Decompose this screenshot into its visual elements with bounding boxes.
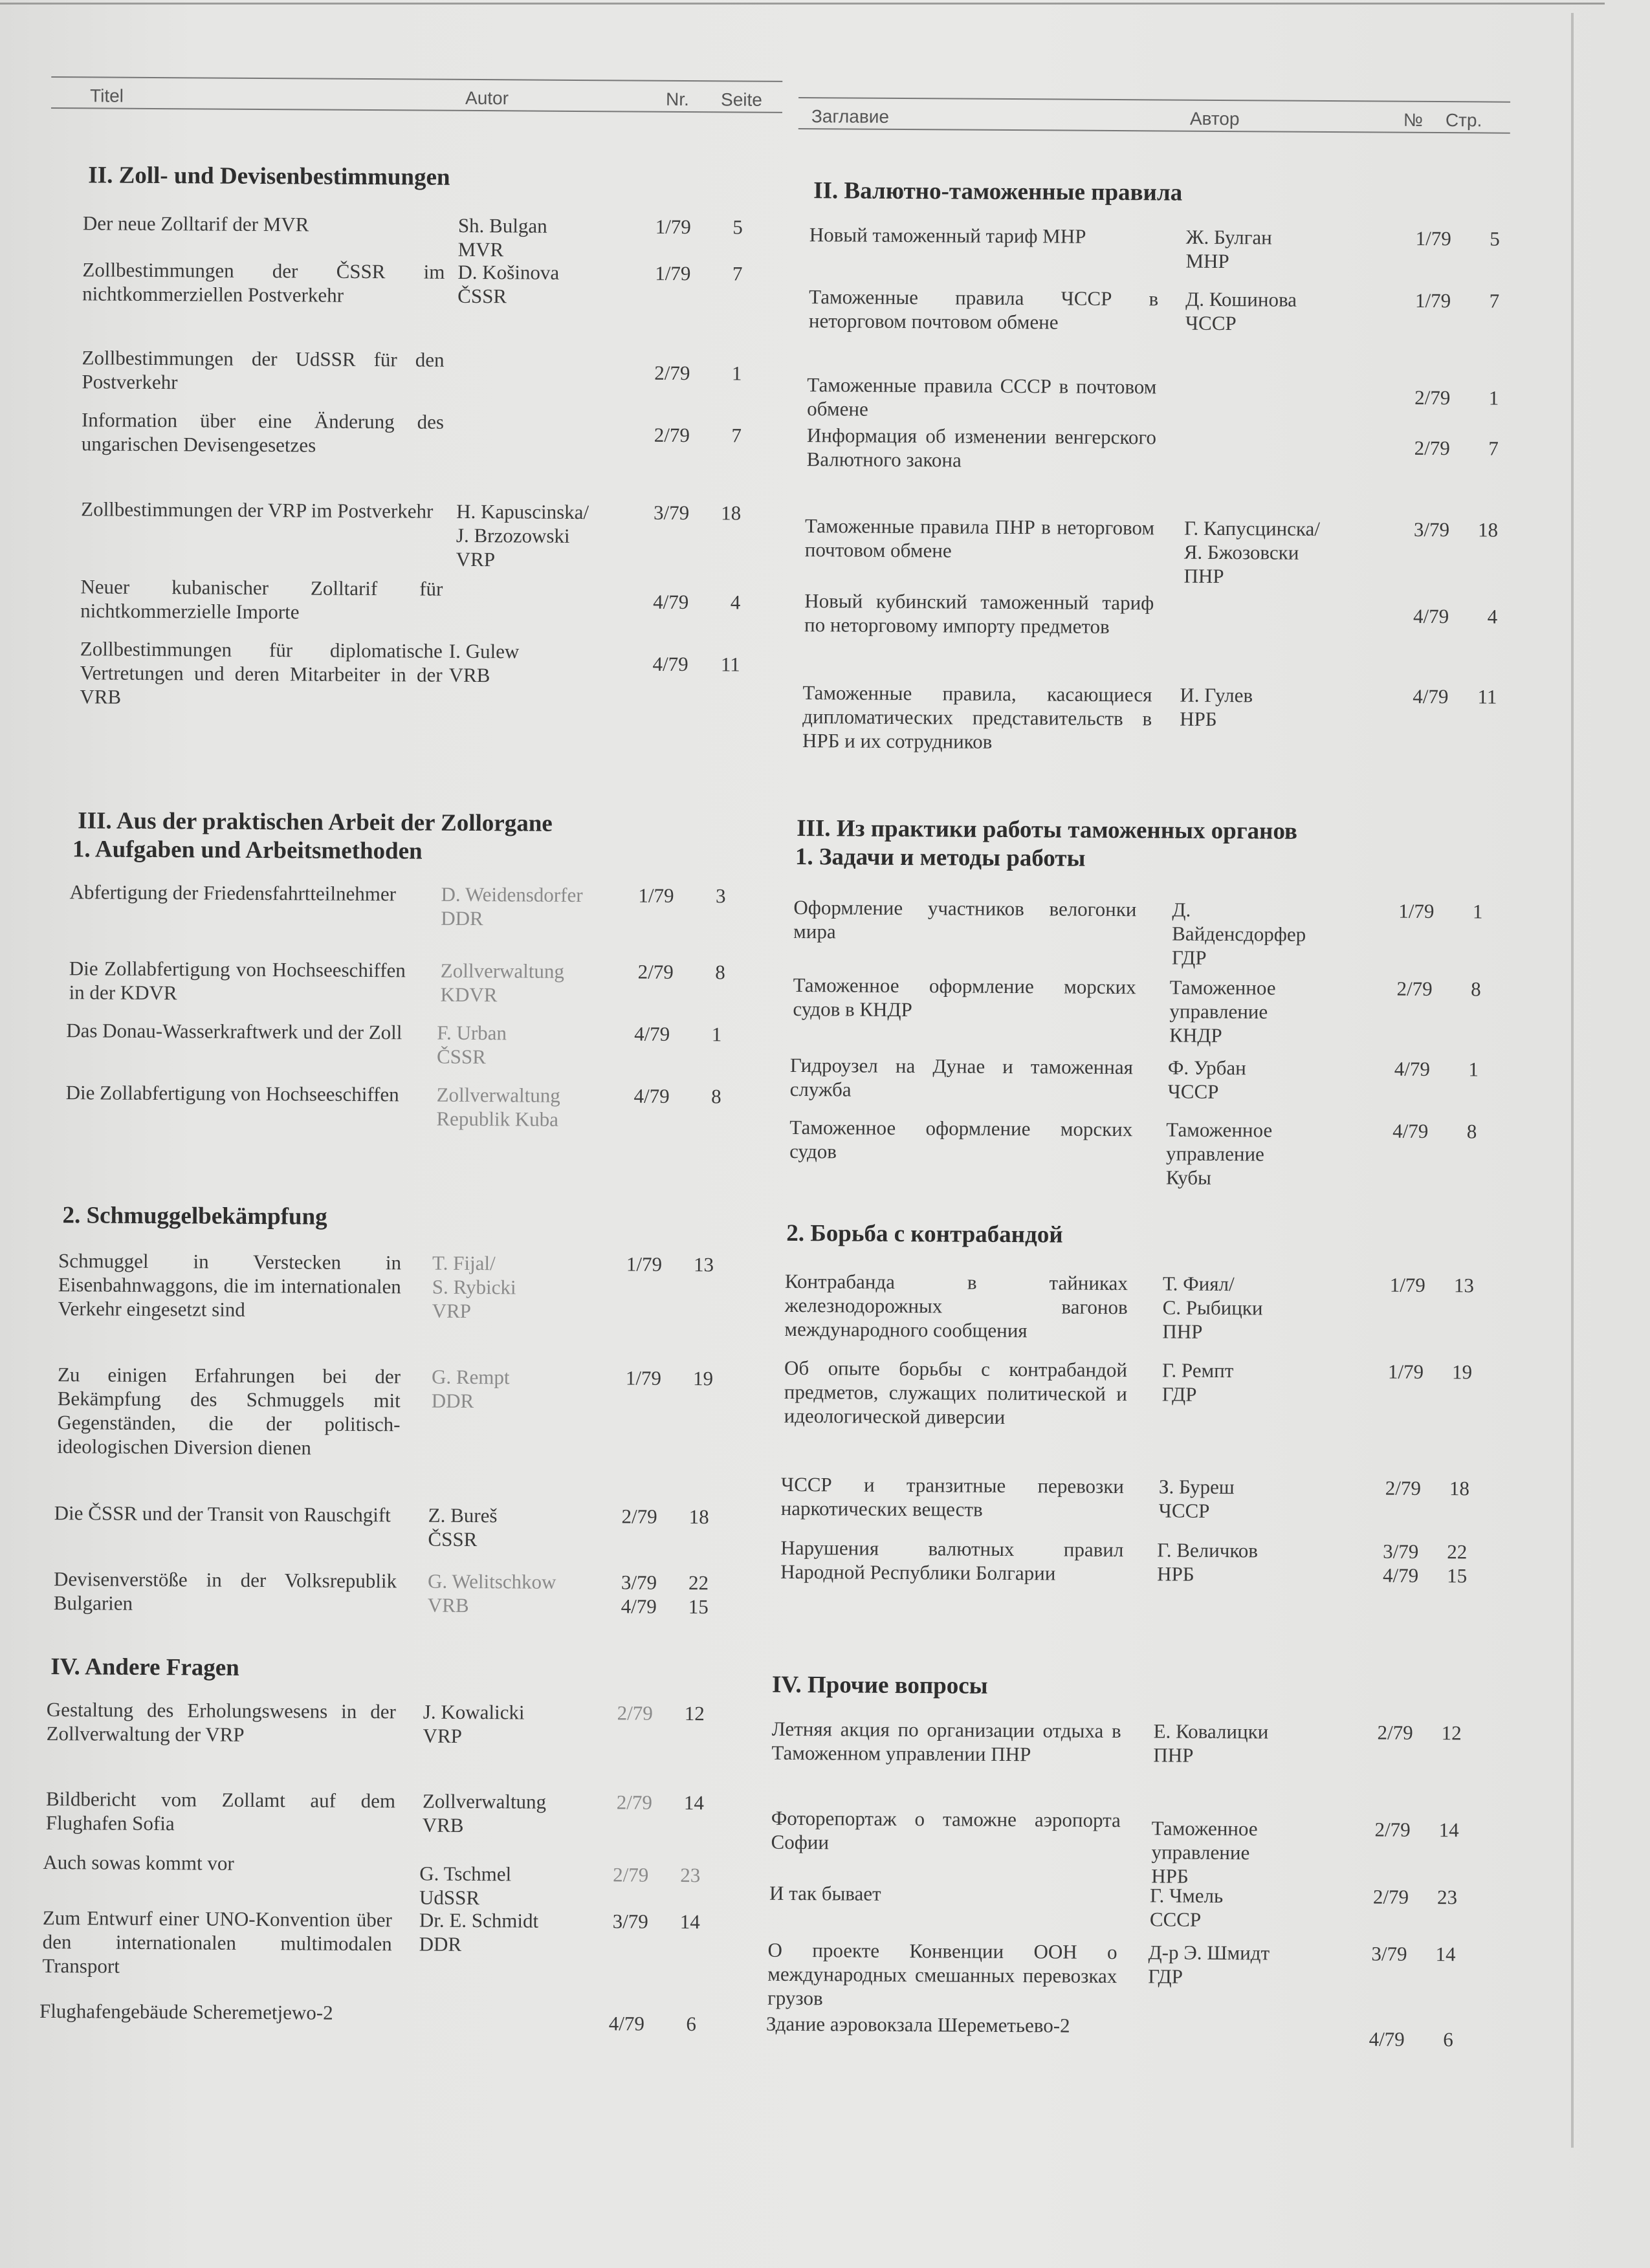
table-row [41, 1850, 772, 1910]
table-row [49, 408, 780, 457]
table-row [50, 211, 782, 261]
table-row [798, 223, 1510, 273]
entry-title: Zollbestimmungen der UdSSR für den Postverkehr [82, 346, 445, 394]
entry-page: 11 [1477, 685, 1497, 708]
entry-number: 3/79 [1413, 518, 1450, 541]
entry-author: Ж. Булган МНР [1185, 225, 1272, 273]
entry-page: 23 [1436, 1886, 1458, 1909]
entry-number: 2/79 [617, 1701, 653, 1725]
entry-number: 1/79 [1398, 899, 1435, 923]
entry-title: Таможенные правила ПНР в неторговом почтовом обмене [804, 514, 1155, 562]
entry-number: 1/79 [625, 1366, 662, 1390]
entry-title: Zollbestimmungen der VRP im Postverkehr [81, 497, 434, 523]
entry-number: 2/79 [1414, 386, 1451, 409]
entry-number: 4/79 [1392, 1119, 1429, 1142]
entry-number: 1/79 [1414, 289, 1451, 312]
entry-page: 7 [732, 262, 743, 285]
entry-page: 19 [1451, 1360, 1473, 1384]
header-rule-top [51, 76, 782, 82]
entry-page: 18 [721, 501, 742, 525]
entry-author: Г. Величков НРБ [1157, 1538, 1259, 1586]
entry-title: Новый кубинский таможенный тариф по неторговому импорту предметов [804, 589, 1154, 638]
entry-number: 3/79 4/79 [621, 1571, 657, 1618]
entry-title: Летняя акция по организации отдыха в Таможенном управлении ПНР [771, 1717, 1121, 1766]
table-row [797, 373, 1508, 420]
entry-number: 2/79 [1414, 436, 1450, 460]
table-row [44, 1248, 775, 1322]
entry-author: D. Weidensdorfer DDR [441, 882, 583, 930]
entry-title: Das Donau-Wasserkraftwerk und der Zoll [66, 1019, 402, 1044]
table-row [45, 1018, 776, 1069]
table-row [43, 1501, 774, 1551]
table-row [39, 1999, 771, 2036]
entry-number: 3/79 [1371, 1942, 1407, 1965]
entry-author: Zollverwaltung KDVR [440, 959, 565, 1007]
table-row [50, 345, 781, 394]
entry-author: I. Gulew VRB [448, 639, 520, 687]
entry-page: 1 [1472, 900, 1483, 923]
entry-title: Die Zollabfertigung von Hochseeschiffen in der KDVR [69, 957, 406, 1005]
entry-title: Abfertigung der Friedensfahrtteilnehmer [69, 880, 397, 906]
entry-author: D. Košinova ČSSR [457, 260, 560, 308]
entry-title: Нарушения валютных правил Народной Республики Болгарии [780, 1536, 1124, 1585]
entry-page: 6 [686, 2012, 697, 2036]
entry-number: 2/79 [654, 361, 690, 385]
header-page: Стр. [1445, 110, 1482, 131]
entry-page: 13 [693, 1253, 714, 1276]
table-row [41, 1787, 772, 1837]
table-row [48, 637, 779, 708]
table-row [780, 1472, 1502, 1522]
entry-number: 4/79 [1394, 1057, 1431, 1080]
section-heading: II. Валютно-таможенные правила [813, 177, 1183, 206]
entry-number: 2/79 [1374, 1818, 1411, 1841]
entry-number: 2/79 [621, 1505, 657, 1528]
entry-page: 5 [1490, 227, 1500, 250]
entry-number: 1/79 [655, 261, 691, 285]
entry-title: Zollbestimmungen für diplomatische Vertretungen und deren Mitarbeiter in der VRB [80, 637, 443, 708]
entry-title: Об опыте борьбы с контрабандой предметов, служащих политической и идеологической диверсии [784, 1356, 1128, 1428]
entry-author: Д-р Э. Шмидт ГДР [1148, 1941, 1270, 1988]
entry-number: 1/79 [1415, 226, 1451, 250]
section-heading: 2. Борьба с контрабандой [786, 1219, 1063, 1248]
header-title: Titel [90, 85, 124, 106]
entry-page: 13 [1453, 1274, 1474, 1297]
entry-author: Sh. Bulgan MVR [457, 213, 547, 261]
entry-page: 18 [688, 1505, 709, 1529]
entry-title: Zollbestimmungen der ČSSR im nichtkommerziellen Postverkehr [82, 258, 445, 307]
entry-title: Gestaltung des Erholungswesens in der Zollverwaltung der VRP [46, 1698, 396, 1746]
entry-number: 4/79 [1369, 2027, 1405, 2051]
entry-page: 4 [1487, 605, 1498, 628]
entry-title: Гидроузел на Дунае и таможенная служба [789, 1053, 1134, 1101]
table-row [771, 1806, 1500, 1888]
entry-author: Таможенное управление Кубы [1165, 1118, 1273, 1189]
entry-title: Фоторепортаж о таможне аэропорта Софии [771, 1806, 1121, 1854]
entry-title: О проекте Конвенции ООН о международных смешанных перевозках грузов [767, 1938, 1117, 2010]
entry-page: 8 [711, 1085, 721, 1108]
entry-title: Новый таможенный тариф МНР [809, 223, 1086, 248]
entry-page: 14 [1438, 1818, 1459, 1842]
table-row [796, 514, 1508, 588]
entry-author: F. Urban ČSSR [436, 1021, 507, 1069]
header-number: Nr. [665, 89, 689, 110]
entry-page: 1 [711, 1023, 722, 1046]
entry-page: 7 [1489, 289, 1500, 312]
subsection-heading: 1. Задачи и методы работы [795, 843, 1086, 872]
entry-title: Здание аэровокзала Шереметьево-2 [765, 2012, 1070, 2037]
entry-author: Г. Ремпт ГДР [1161, 1358, 1234, 1406]
entry-page: 8 [1471, 977, 1481, 1001]
entry-number: 3/79 [612, 1910, 648, 1933]
entry-number: 4/79 [653, 590, 689, 614]
entry-page: 5 [732, 215, 743, 239]
entry-author: G. Welitschkow VRB [427, 1569, 556, 1617]
entry-page: 1 [1488, 386, 1499, 409]
entry-author: G. Rempt DDR [431, 1365, 510, 1413]
entry-page: 6 [1443, 2028, 1453, 2051]
entry-page: 18 [1449, 1477, 1470, 1500]
entry-number: 1/79 [638, 884, 674, 907]
entry-number: 2/79 [613, 1863, 649, 1886]
entry-author: Z. Bureš ČSSR [428, 1503, 498, 1551]
entry-author: Д. Кошинова ЧССР [1185, 287, 1297, 335]
table-row [46, 956, 777, 1007]
header-title: Заглавие [811, 106, 890, 127]
entry-page: 8 [715, 961, 725, 984]
table-header-right [798, 97, 1510, 131]
entry-number: 4/79 [608, 2012, 645, 2035]
top-edge-rule [0, 3, 1605, 5]
entry-page: 14 [679, 1910, 700, 1934]
entry-page: 7 [731, 424, 742, 447]
entry-title: Bildbericht vom Zollamt auf dem Flughafen Sofia [45, 1787, 396, 1835]
table-row [40, 1906, 771, 1978]
entry-title: Neuer kubanischer Zolltarif für nichtkommerzielle Importe [80, 575, 443, 624]
entry-number: 2/79 [637, 960, 674, 983]
table-row [793, 973, 1505, 1047]
entry-page: 22 15 [688, 1571, 709, 1619]
entry-title: Таможенное оформление морских судов [789, 1115, 1133, 1163]
entry-author: Таможенное управление КНДР [1169, 976, 1276, 1047]
entry-number: 2/79 [1385, 1476, 1422, 1499]
entry-number: 2/79 [1372, 1885, 1409, 1908]
entry-title: Flughafengebäude Scheremetjewo-2 [39, 1999, 333, 2024]
header-rule-top [798, 97, 1510, 103]
table-row [49, 497, 780, 571]
entry-title: Таможенное оформление морских судов в КНДР [793, 973, 1136, 1021]
entry-number: 4/79 [652, 652, 688, 676]
entry-page: 19 [692, 1367, 714, 1390]
entry-number: 4/79 [1413, 684, 1449, 708]
entry-author: И. Гулев НРБ [1180, 683, 1253, 730]
entry-author: Г. Чмель СССР [1149, 1884, 1224, 1931]
entry-page: 23 [680, 1863, 701, 1887]
entry-number: 3/79 [653, 501, 690, 525]
entry-author: G. Tschmel UdSSR [419, 1862, 512, 1910]
entry-number: 1/79 [655, 215, 691, 239]
entry-author: Д. Вайденсдорфер ГДР [1171, 898, 1306, 969]
entry-author: H. Kapuscinska/ J. Brzozowski VRP [456, 499, 589, 571]
section-heading: III. Aus der praktischen Arbeit der Zollorgane [78, 807, 553, 837]
entry-title: Auch sowas kommt vor [43, 1850, 234, 1875]
entry-author: J. Kowalicki VRP [423, 1700, 525, 1747]
entry-author: Zollverwaltung VRB [422, 1789, 547, 1837]
entry-title: Zu einigen Erfahrungen bei der Bekämpfung des Schmuggels mit Gegenständen, die der politisch-ideologischen Diversion dienen [57, 1363, 401, 1459]
table-row [793, 895, 1506, 969]
entry-number: 2/79 [616, 1791, 653, 1814]
table-row [771, 1717, 1501, 1767]
table-row [797, 423, 1508, 472]
entry-title: Schmuggel in Verstecken in Eisenbahnwaggons, die im internationalen Verkehr eingesetzt sind [58, 1249, 402, 1321]
entry-number: 3/79 4/79 [1382, 1540, 1419, 1587]
entry-title: Таможенные правила ЧССР в неторговом почтовом обмене [808, 285, 1159, 334]
entry-number: 2/79 [1396, 977, 1433, 1001]
entry-page: 18 [1477, 518, 1499, 541]
table-row [784, 1269, 1503, 1343]
entry-title: Information über eine Änderung des ungarischen Devisengesetzes [81, 408, 445, 457]
entry-author: Dr. E. Schmidt DDR [419, 1908, 539, 1956]
entry-title: Таможенные правила, касающиеся дипломатических представительств в НРБ и их сотрудников [802, 681, 1152, 753]
header-number: № [1403, 109, 1424, 130]
entry-number: 1/79 [1387, 1360, 1424, 1383]
entry-author: T. Fijal/ S. Rybicki VRP [432, 1251, 516, 1322]
table-row [789, 1115, 1504, 1189]
header-author: Autor [465, 87, 509, 109]
table-row [50, 257, 782, 308]
entry-title: Die ČSSR und der Transit von Rauschgift [54, 1501, 391, 1527]
table-row [769, 1881, 1499, 1931]
entry-page: 22 15 [1447, 1540, 1468, 1587]
subsection-heading: 1. Aufgaben und Arbeitsmethoden [72, 836, 423, 865]
header-author: Автор [1189, 108, 1240, 129]
entry-title: ЧССР и транзитные перевозки наркотических веществ [780, 1472, 1125, 1521]
table-row [789, 1053, 1504, 1103]
section-heading: IV. Прочие вопросы [771, 1671, 988, 1699]
entry-author: З. Буреш ЧССР [1158, 1475, 1235, 1522]
table-row [49, 574, 780, 624]
header-page: Seite [720, 89, 763, 110]
table-row [42, 1567, 773, 1619]
entry-number: 2/79 [654, 423, 690, 447]
section-heading: IV. Andere Fragen [50, 1653, 239, 1681]
entry-page: 4 [730, 591, 741, 614]
table-row [795, 589, 1507, 638]
entry-page: 11 [720, 653, 740, 676]
entry-title: Контрабанда в тайниках железнодорожных вагонов международного сообщения [784, 1269, 1128, 1342]
entry-page: 12 [684, 1702, 705, 1725]
entry-title: Die Zollabfertigung von Hochseeschiffen [65, 1081, 399, 1106]
entry-page: 1 [1468, 1058, 1479, 1081]
entry-page: 8 [1466, 1120, 1477, 1143]
entry-title: И так бывает [769, 1881, 881, 1905]
entry-author: Т. Фиял/ С. Рыбицки ПНР [1162, 1272, 1263, 1343]
entry-number: 4/79 [633, 1084, 670, 1107]
section-heading: II. Zoll- und Devisenbestimmungen [88, 162, 450, 191]
entry-page: 14 [683, 1791, 705, 1815]
entry-author: Г. Капусцинска/ Я. Бжозовски ПНР [1183, 516, 1321, 588]
entry-page: 3 [715, 884, 726, 908]
table-row [780, 1536, 1501, 1587]
entry-title: Оформление участников велогонки мира [793, 895, 1137, 943]
entry-number: 4/79 [634, 1022, 670, 1045]
table-row [784, 1356, 1502, 1428]
table-row [47, 880, 778, 930]
entry-number: 4/79 [1413, 604, 1449, 628]
table-row [795, 681, 1507, 753]
entry-title: Der neue Zolltarif der MVR [82, 212, 309, 236]
table-row [765, 2012, 1499, 2051]
table-row [797, 285, 1509, 335]
table-row [41, 1697, 773, 1747]
entry-title: Информация об изменении венгерского Валютного закона [806, 424, 1156, 472]
table-header-left [51, 76, 782, 110]
entry-author: Ф. Урбан ЧССР [1167, 1056, 1246, 1103]
entry-title: Devisenverstöße in der Volksrepublik Bulgarien [53, 1567, 397, 1615]
entry-page: 14 [1435, 1943, 1456, 1966]
entry-number: 1/79 [626, 1252, 663, 1276]
table-row [767, 1938, 1499, 2010]
entry-author: Zollverwaltung Republik Kuba [436, 1083, 560, 1131]
entry-page: 1 [731, 362, 742, 385]
section-heading: 2. Schmuggelbekämpfung [62, 1202, 327, 1230]
entry-page: 12 [1441, 1721, 1462, 1745]
entry-author: Таможенное управление НРБ [1151, 1816, 1258, 1888]
entry-number: 2/79 [1377, 1721, 1413, 1744]
entry-title: Таможенные правила СССР в почтовом обмене [807, 373, 1157, 420]
entry-author: Е. Ковалицки ПНР [1153, 1719, 1269, 1767]
table-row [45, 1080, 776, 1131]
entry-number: 1/79 [1389, 1273, 1425, 1296]
table-row [43, 1362, 775, 1459]
entry-title: Zum Entwurf einer UNO-Konvention über den internationalen multimodalen Transport [42, 1906, 392, 1978]
page-edge-shadow [1571, 13, 1574, 2148]
entry-page: 7 [1488, 437, 1499, 460]
section-heading: III. Из практики работы таможенных органов [797, 815, 1298, 845]
